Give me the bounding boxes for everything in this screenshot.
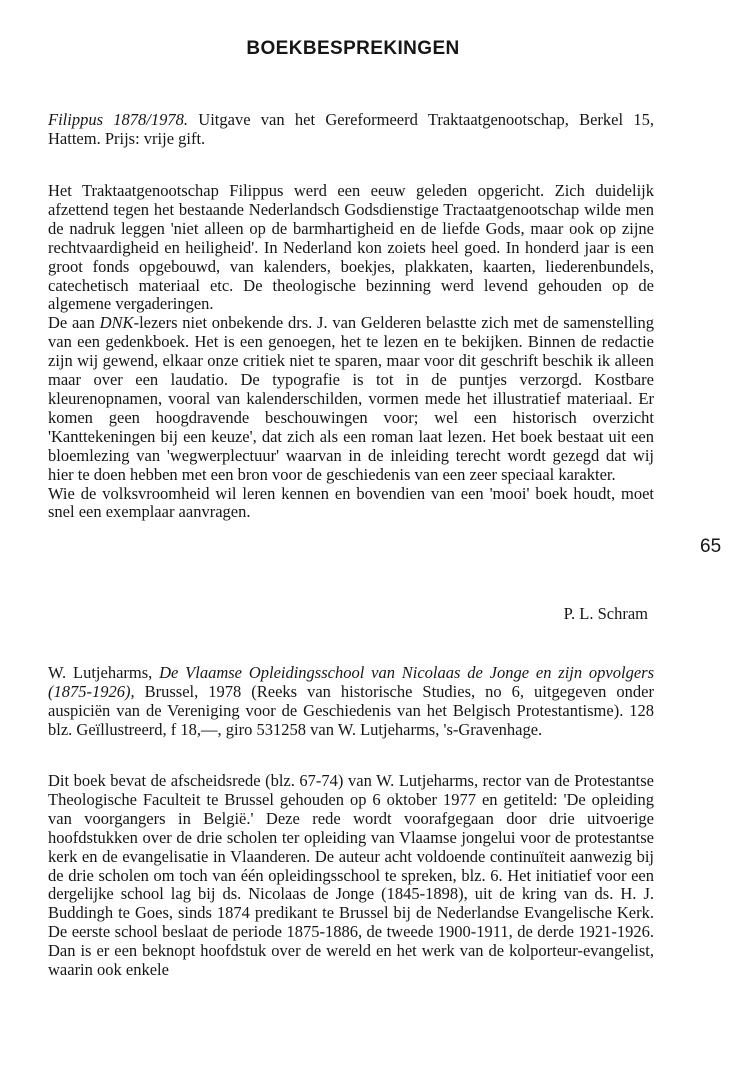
review2-book-title: De Vlaamse Opleidingsschool van Nicolaas de Jonge en zijn opvolgers (1875-1926), xyxy=(48,663,655,701)
review1-paragraph-3: Wie de volksvroomheid wil leren kennen en bovendien van een 'mooi' boek houdt, moet snel een exemplaar aanvragen. xyxy=(48,483,654,522)
review1-book-title: Filippus 1878/1978. xyxy=(48,110,188,129)
review1-citation xyxy=(48,111,654,149)
review2-body xyxy=(48,772,654,980)
review1-signature: P. L. Schram xyxy=(563,604,648,623)
page-heading: BOEKBESPREKINGEN xyxy=(246,38,460,59)
review2-paragraph-1: Dit boek bevat de afscheidsrede (blz. 67-74) van W. Lutjeharms, rector van de Protestantse Theologische Faculteit te Brussel gehouden op 6 oktober 1977 en getiteld: 'De opleiding van voorgangers in België.' Deze rede wordt voorafgegaan door drie uitvoerige hoofdstukken over de drie scholen ter opleiding van Vlaamse jongelui voor de protestantse kerk en de evangelisatie in Vlaanderen. De auteur acht voldoende continuïteit aanwezig bij de drie scholen om toch van één opleidingsschool te spreken, blz. 6. Het initiatief voor een dergelijke school lag bij ds. Nicolaas de Jonge (1845-1898), uit de kring van ds. H. J. Buddingh te Goes, sinds 1874 predikant te Brussel bij de Nederlandse Evangelische Kerk. De eerste school beslaat de periode 1875-1886, de tweede 1900-1911, de derde 1921-1926. Dan is er een beknopt hoofdstuk over de wereld en het werk van de kolporteur-evangelist, waarin ook enkele xyxy=(48,771,654,980)
review1-book-details: Uitgave van het Gereformeerd Traktaatgenootschap, Berkel 15, Hattem. Prijs: vrije gift. xyxy=(48,110,654,148)
review1-body xyxy=(48,182,654,522)
review1-paragraph-1: Het Traktaatgenootschap Filippus werd een eeuw geleden opgericht. Zich duidelijk afzettend tegen het bestaande Nederlandsch Godsdienstige Tractaatgenootschap wilde men de nadruk leggen 'niet alleen op de barmhartigheid en de liefde Gods, maar ook op zijne rechtvaardigheid en heiligheid'. In Nederland kon zoiets heel goed. In honderd jaar is een groot fonds opgebouwd, van kalenders, boekjes, plakkaten, kaarten, liederenbundels, catechetisch materiaal etc. De theologische bezinning werd levend gehouden op de algemene vergaderingen. xyxy=(48,181,654,314)
review1-paragraph-2 xyxy=(48,314,654,484)
review1-paragraph-2-italic: DNK xyxy=(99,313,134,333)
review2-author: W. Lutjeharms, xyxy=(48,663,153,682)
page-number: 65 xyxy=(700,536,722,557)
review2-book-details: Brussel, 1978 (Reeks van historische Studies, no 6, uitgegeven onder auspiciën van de Vereniging voor de Geschiedenis van het Belgisch Protestantisme). 128 blz. Geïllustreerd, f 18,—, giro 531258 van W. Lutjeharms, 's-Gravenhage. xyxy=(48,681,654,739)
review1-paragraph-2-prefix: De aan xyxy=(48,313,100,333)
review1-paragraph-2-rest: -lezers niet onbekende drs. J. van Gelderen belastte zich met de samenstelling van een gedenkboek. Het is een genoegen, het te lezen en te bekijken. Binnen de redactie zijn wij gewend, elkaar onze critiek niet te sparen, maar voor dit geschrift beschik ik alleen maar over een laudatio. De typografie is tot in de puntjes verzorgd. Kostbare kleurenopnamen, vooral van kalenderschilden, vormen mede het illustratief materiaal. Er komen geen hoogdravende beschouwingen voor; wel een historisch overzicht 'Kanttekeningen bij een keuze', dat zich als een roman laat lezen. Het boek bestaat uit een bloemlezing van 'wegwerplectuur' waarvan in de inleiding terecht wordt gezegd dat wij hier te doen hebben met een bron voor de geschiedenis van een zeer speciaal karakter. xyxy=(48,313,655,484)
review2-citation xyxy=(48,664,654,740)
